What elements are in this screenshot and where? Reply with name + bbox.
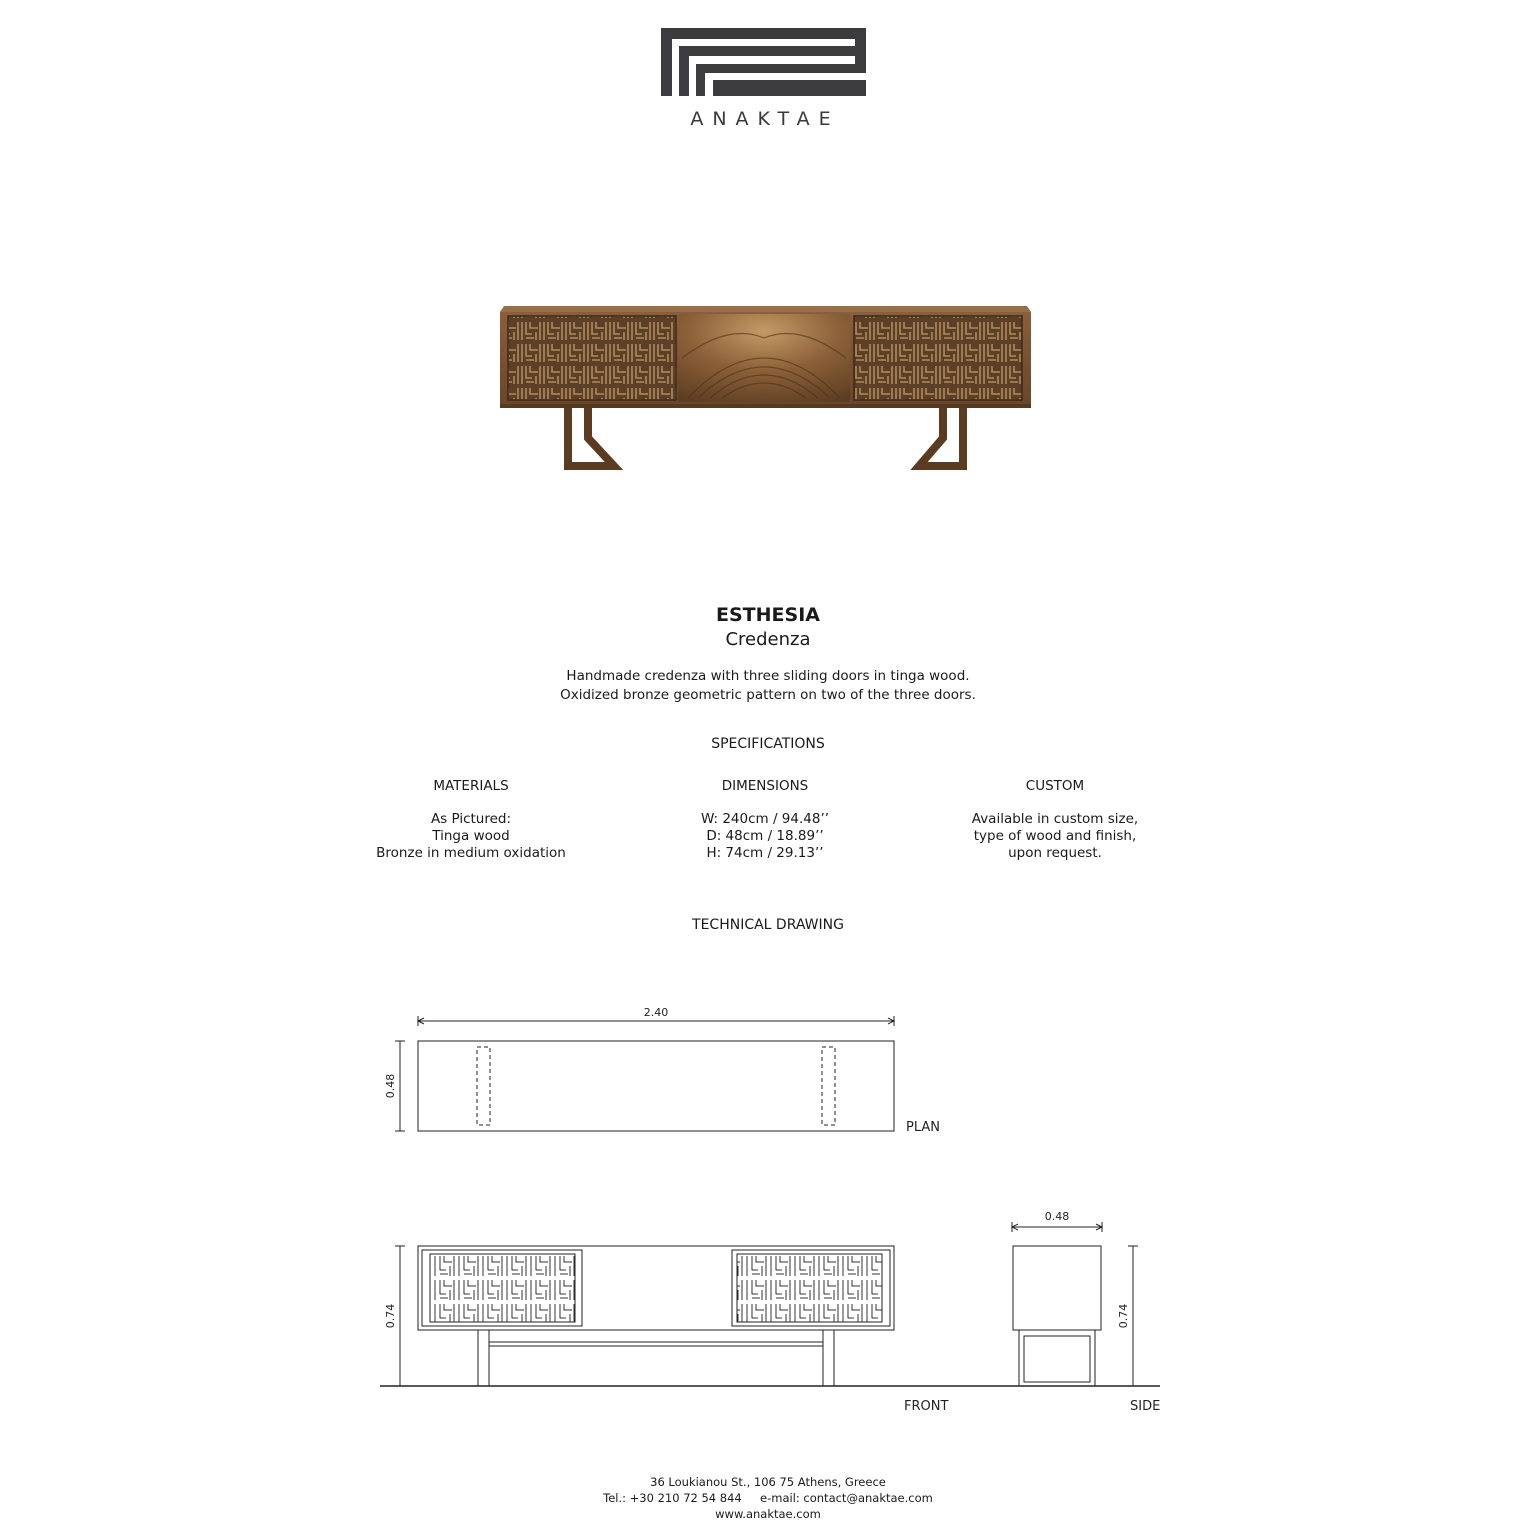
- footer-contact: [368, 1491, 1168, 1505]
- product-name: ESTHESIA: [716, 604, 820, 626]
- dimensions-heading: DIMENSIONS: [721, 778, 809, 794]
- credenza-photo: [498, 298, 1033, 474]
- product-description-line-2: Oxidized bronze geometric pattern on two of the three doors.: [560, 687, 976, 703]
- side-width-label: 0.48: [1044, 1210, 1070, 1223]
- technical-drawing-title: TECHNICAL DRAWING: [692, 917, 844, 933]
- specifications-title: SPECIFICATIONS: [711, 736, 825, 752]
- custom-heading: CUSTOM: [1025, 778, 1085, 794]
- materials-column: [331, 778, 611, 862]
- footer-address: 36 Loukianou St., 106 75 Athens, Greece: [650, 1475, 886, 1489]
- side-label: SIDE: [1130, 1399, 1161, 1414]
- dimension-height: H: 74cm / 29.13’’: [706, 845, 824, 861]
- plan-depth-label: 0.48: [384, 1073, 397, 1099]
- footer-tel: Tel.: +30 210 72 54 844: [603, 1491, 742, 1505]
- dimension-depth: D: 48cm / 18.89’’: [706, 828, 824, 844]
- materials-line: As Pictured:: [430, 811, 512, 827]
- materials-heading: MATERIALS: [433, 778, 509, 794]
- custom-line: upon request.: [1008, 845, 1102, 861]
- front-label: FRONT: [904, 1399, 949, 1414]
- footer-email[interactable]: e-mail: contact@anaktae.com: [760, 1491, 933, 1505]
- custom-line: type of wood and finish,: [973, 828, 1137, 844]
- materials-line: Tinga wood: [432, 828, 510, 844]
- custom-column: [915, 778, 1195, 862]
- footer-website[interactable]: www.anaktae.com: [715, 1507, 821, 1521]
- plan-label: PLAN: [906, 1120, 940, 1135]
- plan-width-label: 2.40: [643, 1006, 669, 1019]
- brand-name: ANAKTAE: [690, 108, 840, 130]
- product-description-line-1: Handmade credenza with three sliding doors in tinga wood.: [566, 668, 970, 684]
- front-height-label: 0.74: [384, 1303, 397, 1329]
- materials-line: Bronze in medium oxidation: [376, 845, 566, 861]
- product-type: Credenza: [725, 629, 811, 650]
- dimensions-column: [625, 778, 905, 862]
- custom-line: Available in custom size,: [971, 811, 1139, 827]
- brand-logo-icon: [661, 28, 866, 96]
- dimension-width: W: 240cm / 94.48’’: [700, 811, 830, 827]
- technical-drawing: [0, 990, 1536, 1420]
- side-height-label: 0.74: [1117, 1303, 1130, 1329]
